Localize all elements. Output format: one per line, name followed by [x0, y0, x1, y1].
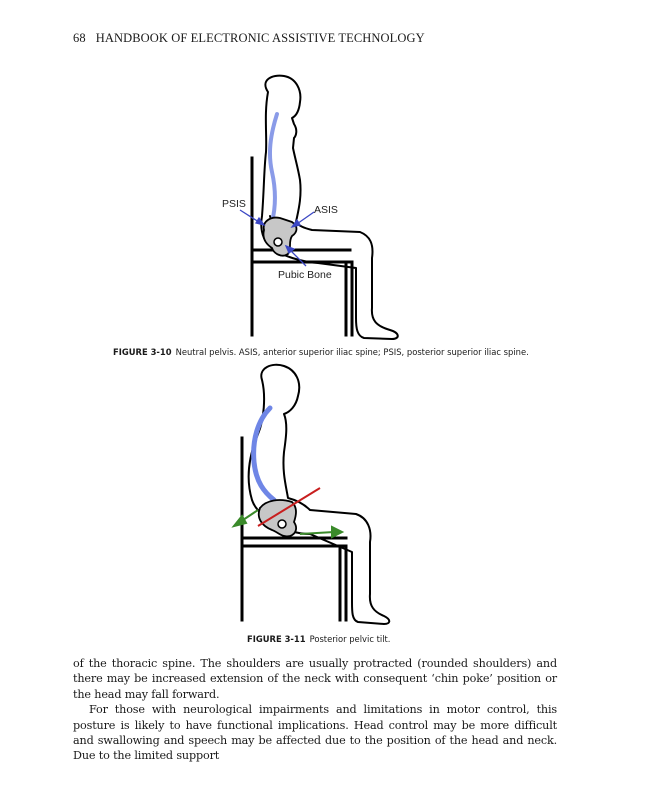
figure-posterior-tilt [200, 362, 450, 630]
asis-label: ASIS [314, 204, 338, 216]
figure-neutral-pelvis [200, 72, 450, 347]
psis-label: PSIS [222, 198, 246, 210]
page-number: 68 [73, 31, 86, 45]
body-text [73, 656, 557, 764]
book-title: HANDBOOK OF ELECTRONIC ASSISTIVE TECHNOLOGY [95, 31, 425, 45]
running-head [73, 31, 425, 46]
figure-3-10-caption [113, 347, 529, 357]
pubic-bone-label: Pubic Bone [278, 269, 332, 281]
paragraph-1: of the thoracic spine. The shoulders are usually protracted (rounded shoulders) and there may be increased extension of the neck with consequent ‘chin poke’ position or the head may fall forward. [73, 657, 557, 701]
posterior-tilt-illustration [200, 362, 450, 630]
figure-3-10-text: Neutral pelvis. ASIS, anterior superior iliac spine; PSIS, posterior superior iliac spine. [175, 347, 529, 357]
spine-line [254, 408, 274, 500]
neutral-pelvis-illustration [200, 72, 450, 347]
figure-3-10-label: FIGURE 3-10 [113, 347, 172, 357]
figure-3-11-text: Posterior pelvic tilt. [309, 634, 391, 644]
chair [252, 158, 352, 335]
figure-3-11-label: FIGURE 3-11 [247, 634, 306, 644]
spine-line [270, 114, 277, 222]
paragraph-2: For those with neurological impairments and limitations in motor control, this posture is likely to have functional implications. Head control may be more difficult and swallowing and speech may be affected due to the position of the head and neck. Due to the limited support [73, 703, 557, 763]
figure-3-11-caption [247, 634, 390, 644]
